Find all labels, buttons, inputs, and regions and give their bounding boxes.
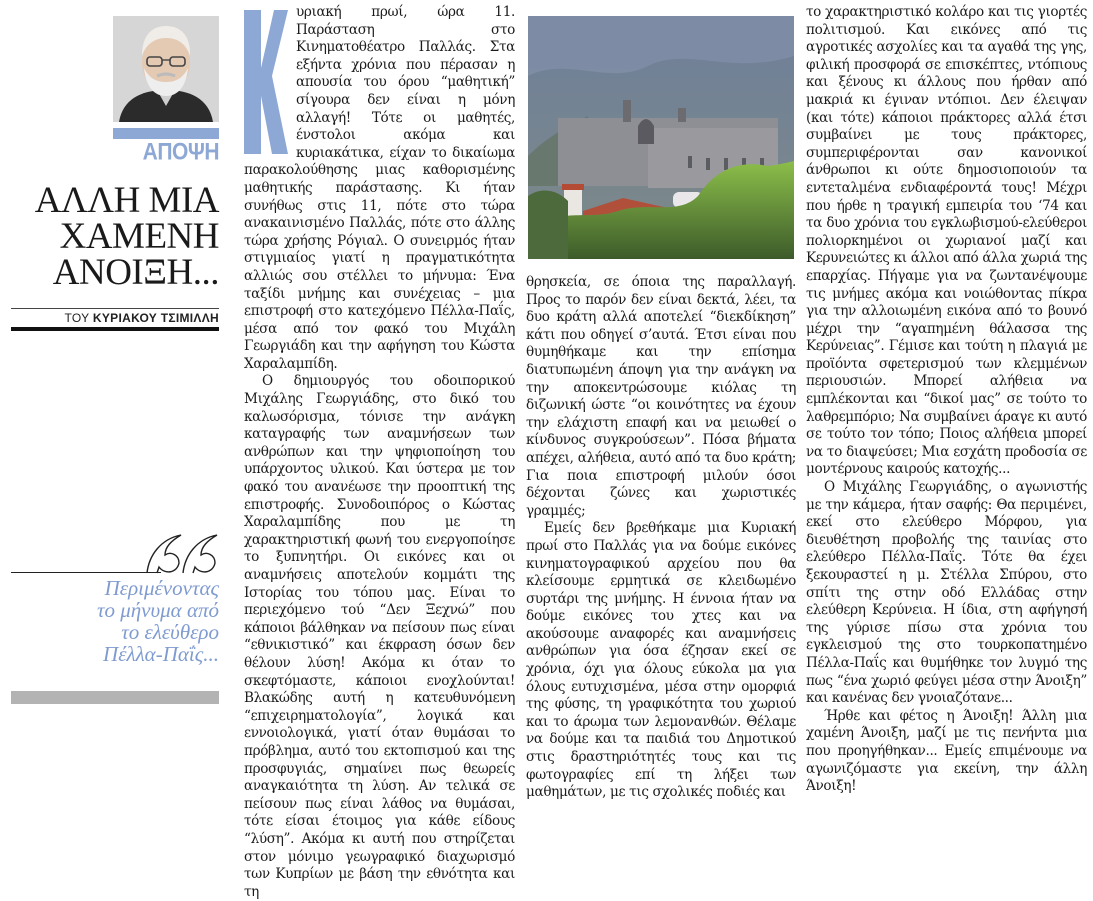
section-label: ΑΠΟΨΗ [142,139,219,166]
byline-author: ΚΥΡΙΑΚΟΥ ΤΣΙΜΙΛΛΗ [92,311,219,325]
sidebar [0,0,232,713]
article-paragraph: το χαρακτηριστικό κολάρο και τις γιορτές πολιτισμού. Και εικόνες από τις αγροτικές ασχολίες και τα αγαθά της γης, φιλική προσφορά σε επισκέπτες, ντόπιους και ξένους κι άλλους που ήρθαν από μακριά κι έγιναν ντόπιοι. Δεν έλειψαν (και τότε) κάποιοι πράκτορες αλλά έτσι συμβαίνει με τους πράκτορες, συμπεριφέρονται σαν κανονικοί άνθρωποι κι ούτε δημοσιοποιούν τα εντεταλμένα ενδιαφέροντά τους! Μέχρι που ήρθε η τραγική εμπειρία του ‘74 και τα δυο χρόνια του εγκλωβισμού-ελεύθεροι πολιορκημένοι οι χωριανοί μαζί και Κερυνειώτες κι άλλοι από άλλα χωριά της επαρχίας. Πήγαμε για να ζωντανέψουμε τις μνήμες ακόμα και νοιώθοντας πίκρα για την αλλοιωμένη εικόνα από το βουνό μέχρι την “αγαπημένη θάλασσα της Κερύνειας”. Γέμισε και τούτη η πλαγιά με προϊόντα σφετερισμού των κλεμμένων περιουσιών. Μπορεί αλήθεια να εμπλέκονται και “δικοί μας” σε τούτο το λαθρεμπόριο; Να συμβαίνει άραγε κι αυτό σε τούτο τον τόπο; Ποιος αλήθεια μπορεί να το διαψεύσει; Μια εσχάτη προδοσία σε μοντέρνους καιρούς κατοχής... [806,4,1087,478]
article-column-2 [526,274,796,802]
article-paragraph: Εμείς δεν βρεθήκαμε μια Κυριακή πρωί στο Παλλάς για να δούμε εικόνες κινηματογραφικού αρχείου που θα κλείσουμε ερμητικά σε κλειδωμένο συρτάρι της μνήμης. Η έννοια ήταν να δούμε εικόνες του χτες και να ακούσουμε αναφορές και αναμνήσεις ανθρώπων για όσα έζησαν εκεί σε χρόνια, όχι για όλους εύκολα μα για όλους ευτυχισμένα, μέσα στην ομορφιά της φύσης, τη γραφικότητα του χωριού και το άρωμα των λεμονανθών. Θέλαμε να δούμε και τα παιδιά του Δημοτικού στις δραστηριότητές τους και τις φωτογραφίες επί τη λήξει των μαθημάτων, με τις σχολικές ποδιές και [526,520,796,801]
sidebar-bottom-bar [11,691,219,704]
article-paragraph: Ήρθε και φέτος η Άνοιξη! Άλλη μια χαμένη Άνοιξη, μαζί με τις πενήντα μια που προηγήθηκαν... Εμείς επιμένουμε να αγωνιζόμαστε για εκείνη, την άλλη Άνοιξη! [806,707,1087,795]
article-paragraph: θρησκεία, σε όποια της παραλλαγή. Προς το παρόν δεν είναι δεκτά, λέει, τα δυο κράτη αλλά αποτελεί “διεκδίκηση” κάτι που οδηγεί σ’αυτά. Έτσι είναι που θυμηθήκαμε και την επίσημα διατυπωμένη άποψη για την ανάγκη να την αποκεντρώσουμε κιόλας τη διζωνική ώστε “οι κοινότητες να έχουν την ελάχιστη επαφή και να μειωθεί ο κίνδυνος συγκρούσεων”. Πόσα βήματα απέχει, αλήθεια, αυτό από τα δυο κράτη; Για ποια επιστροφή μιλούν όσοι δέχονται ζώνες και χωριστικές γραμμές; [526,274,796,519]
quotation-marks-icon [143,533,221,575]
drop-cap-letter [244,10,288,154]
headline [10,180,219,293]
headline-line: ΑΝΟΙΞΗ... [52,252,219,293]
headline-line: ΑΛΛΗ ΜΙΑ [34,180,219,221]
article-paragraph: υριακή πρωί, ώρα 11. Παράσταση στο Κινηματοθέατρο Παλλάς. Στα εξήντα χρόνια που πέρασαν η απουσία του όρου “μαθητική” σίγουρα δεν είναι η μόνη αλλαγή! Τότε οι μαθητές, ένστολοι ακόμα και κυριακάτικα, είχαν το δικαίωμα παρακολούθησης μιας καθορισμένης μαθητικής παράστασης. Κι ήταν συνήθως στις 11, πότε στο τώρα ανακαινισμένο Παλλάς, πότε στο άλλης τώρα χρήσης Ρόγιαλ. Ο συνειρμός ήταν στιγμιαίος γιατί η πραγματικότητα αλλιώς σου στέλλει το μήνυμα: Ένα ταξίδι μνήμης και συνέχειας – μια επιστροφή στο κατεχόμενο Πέλλα-Παΐς, μέσα από τον φακό του Μιχάλη Γεωργιάδη και την αφήγηση του Κώστα Χαραλαμπίδη. [244,4,515,372]
article-column-1 [244,4,515,901]
pull-quote-line: το ελεύθερο [121,620,219,644]
pull-quote-line: το μήνυμα από [96,598,219,622]
byline [11,311,219,325]
article-paragraph: Ο Μιχάλης Γεωργιάδης, ο αγωνιστής με την κάμερα, ήταν σαφής: Θα περιμένει, εκεί στο ελεύθερο Μόρφου, για διευθέτηση προβολής της ταινίας στο ελεύθερο Πέλλα-Παΐς. Τότε θα έχει ξεκουραστεί η μ. Στέλλα Σπύρου, στο σπίτι της στην οδό Ελλάδας στην ελεύθερη Κερύνεια. Η ίδια, στη αφήγησή της γύρισε πίσω στα χρόνια του εγκλεισμού της στο τουρκοπατημένο Πέλλα-Παΐς και θυμήθηκε τον λυγμό της πως “ένα χωριό φεύγει μέσα στην Άνοιξη” και κανένας δεν γνοιαζότανε... [806,479,1087,707]
headline-line: ΧΑΜΕΝΗ [59,216,219,257]
pull-quote [40,577,219,665]
byline-prefix: ΤΟΥ [64,311,90,325]
pull-quote-rule [11,572,161,573]
pull-quote-line: Πέλλα-Παΐς... [103,642,219,666]
author-portrait-image [113,16,219,122]
section-accent-bar [113,128,219,139]
article-column-3 [806,4,1087,796]
article-paragraph: Ο δημιουργός του οδοιπορικού Μιχάλης Γεωργιάδης, στο δικό του καλωσόρισμα, τόνισε την ανάγκη καταγραφής των αναμνήσεων των ανθρώπων και την ψηφιοποίηση του υπάρχοντος υλικού. Και ύστερα με τον φακό του ανανέωσε την προοπτική της επιστροφής. Συνοδοιπόρος ο Κώστας Χαραλαμπίδης που με τη χαρακτηριστική φωνή του ενεργοποίησε το ξυπνητήρι. Οι εικόνες και οι αναμνήσεις αποτελούν κομμάτι της Ιστορίας του τόπου μας. Είναι το περιεχόμενο τού “Δεν Ξεχνώ” που κάποιοι βάλθηκαν να πείσουν πως είναι “εθνικιστικό” και έκφραση όσων δεν θέλουν λύση! Ακόμα κι όταν το σκεφτόμαστε, κάποιοι ενοχλούνται! Βλακώδης αυτή η κατευθυνόμενη “επιχειρηματολογία”, λογικά και εννοιολογικά, γιατί όταν θυμάσαι το πρόβλημα, αυτό του εκτοπισμού και της προσφυγιάς, σημαίνει πως θεωρείς αναγκαιότητα τη λύση. Αν τελικά σε πείσουν πως είναι λάθος να θυμάσαι, τότε είσαι έτοιμος για κάθε είδους “λύση”. Ακόμα κι αυτή που στηρίζεται στον μόνιμο γεωγραφικό διαχωρισμό των Κυπρίων με βάση την εθνότητα και τη [244,373,515,900]
pull-quote-line: Περιμένοντας [104,576,219,600]
byline-divider-bottom [11,327,219,331]
byline-divider-top [11,308,219,309]
monastery-photo [528,16,794,259]
bellapais-abbey-image [528,16,794,259]
drop-cap [244,4,288,154]
author-portrait [113,16,219,122]
